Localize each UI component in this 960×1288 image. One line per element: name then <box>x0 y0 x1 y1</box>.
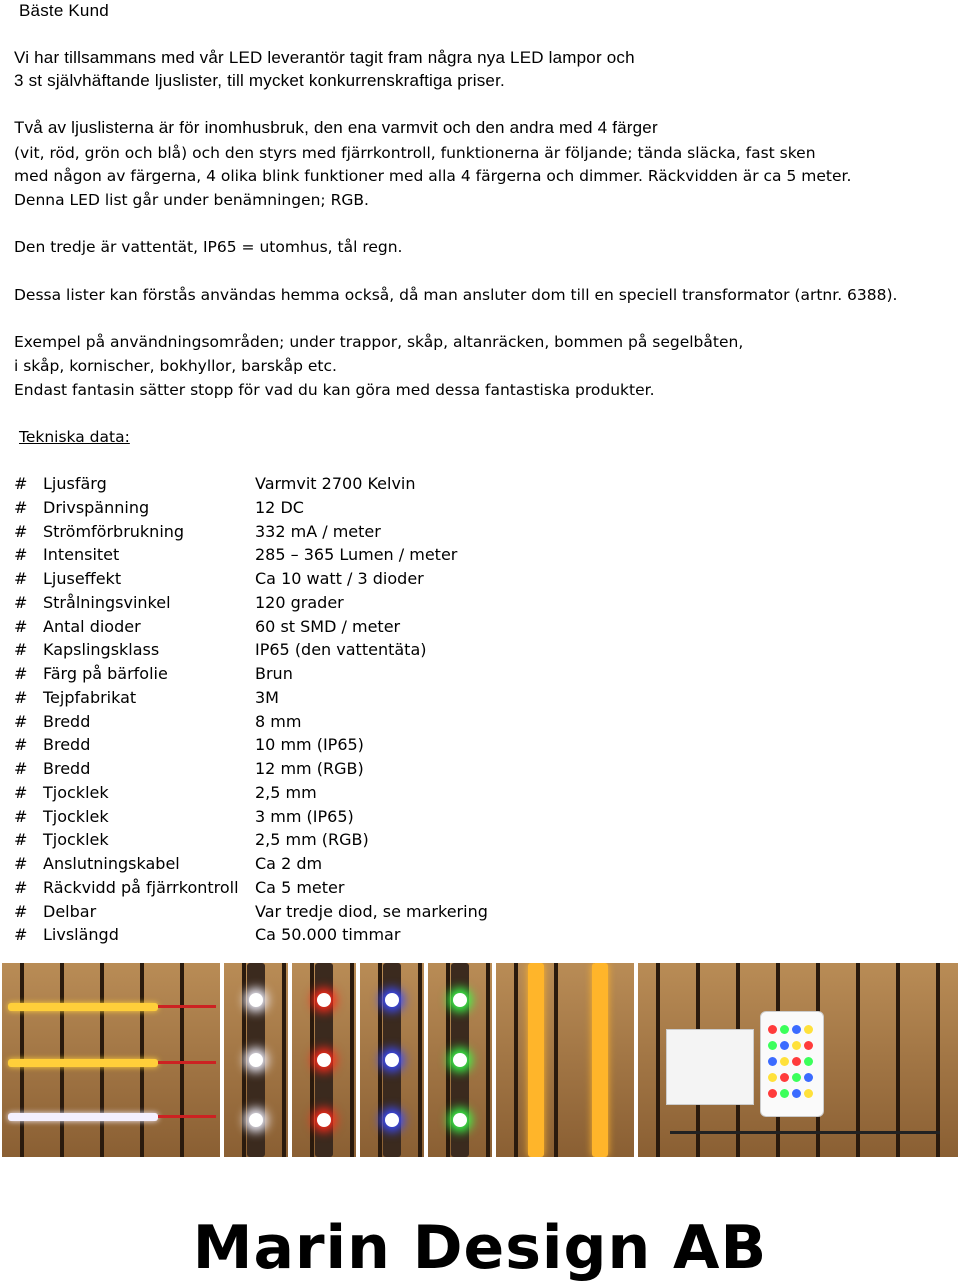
wire <box>158 1005 216 1008</box>
remote-button-icon <box>768 1025 777 1034</box>
spec-label: Drivspänning <box>43 497 150 517</box>
examples-line: i skåp, kornischer, bokhyllor, barskåp etc. <box>14 357 337 375</box>
description-line: (vit, röd, grön och blå) och den styrs med fjärrkontroll, funktionerna är följande; tända släcka, fast sken <box>14 144 816 162</box>
led-diode <box>249 993 263 1007</box>
spec-bullet: # <box>14 474 28 493</box>
spec-bullet: # <box>14 877 28 897</box>
intro-line: 3 st självhäftande ljuslister, till mycket konkurrenskraftiga priser. <box>14 71 505 90</box>
remote-button-icon <box>768 1089 777 1098</box>
spec-value: Ca 5 meter <box>255 877 345 897</box>
spec-value: 12 DC <box>255 497 304 517</box>
spec-row <box>14 733 488 757</box>
spec-row <box>14 805 488 829</box>
spec-value: 332 mA / meter <box>255 521 381 541</box>
spec-value: 2,5 mm (RGB) <box>255 830 369 850</box>
remote-button-icon <box>780 1089 789 1098</box>
led-strip <box>528 963 544 1157</box>
remote-button-icon <box>780 1073 789 1082</box>
remote-button-icon <box>768 1057 777 1066</box>
spec-value: 60 st SMD / meter <box>255 616 401 636</box>
spec-bullet: # <box>14 901 28 921</box>
spec-row <box>14 710 488 734</box>
remote-button-icon <box>768 1041 777 1050</box>
spec-label: Tjocklek <box>43 806 109 826</box>
spec-list <box>14 472 488 947</box>
spec-row <box>14 496 488 520</box>
remote-button-icon <box>780 1041 789 1050</box>
spec-label: Delbar <box>43 901 97 921</box>
spec-row <box>14 686 488 710</box>
spec-bullet: # <box>14 830 28 850</box>
spec-bullet: # <box>14 854 28 873</box>
led-diode <box>385 993 399 1007</box>
tech-data-heading: Tekniska data: <box>19 428 130 446</box>
photo-rgb-controller-and-remote <box>638 963 958 1157</box>
photo-rgb-strip-red <box>292 963 356 1157</box>
photo-rgb-strip-blue <box>360 963 424 1157</box>
spec-label: Bredd <box>43 735 91 755</box>
remote-button-icon <box>804 1025 813 1034</box>
spec-label: Antal dioder <box>43 616 141 636</box>
spec-row <box>14 543 488 567</box>
spec-bullet: # <box>14 925 28 945</box>
spec-value: 285 – 365 Lumen / meter <box>255 545 458 565</box>
photo-warm-white-strips <box>496 963 634 1157</box>
photo-rgb-strip-green <box>428 963 492 1157</box>
spec-bullet: # <box>14 664 28 683</box>
led-diode <box>317 1113 331 1127</box>
waterproof-paragraph: Den tredje är vattentät, IP65 = utomhus, tål regn. <box>14 238 403 256</box>
remote-button-icon <box>792 1073 801 1082</box>
wire <box>158 1115 216 1118</box>
examples-line: Endast fantasin sätter stopp för vad du kan göra med dessa fantastiska produkter. <box>14 381 655 399</box>
wire <box>158 1061 216 1064</box>
spec-label: Tjocklek <box>43 830 109 850</box>
spec-row <box>14 781 488 805</box>
spec-label: Ljuseffekt <box>43 569 122 588</box>
spec-bullet: # <box>14 497 28 517</box>
description-line: Denna LED list går under benämningen; RGB. <box>14 191 369 209</box>
spec-row <box>14 591 488 615</box>
spec-value: 8 mm <box>255 711 302 731</box>
spec-bullet: # <box>14 592 28 612</box>
spec-value: Brun <box>255 664 293 683</box>
remote-button-icon <box>780 1057 789 1066</box>
photo-three-led-strips <box>2 963 220 1157</box>
spec-label: Färg på bärfolie <box>43 664 168 683</box>
spec-label: Kapslingsklass <box>43 640 160 660</box>
spec-bullet: # <box>14 759 28 778</box>
spec-row <box>14 923 488 947</box>
remote-button-icon <box>804 1041 813 1050</box>
spec-label: Tejpfabrikat <box>43 687 137 707</box>
letter-greeting: Bäste Kund <box>19 1 109 20</box>
controller-box <box>666 1029 754 1105</box>
spec-row <box>14 567 488 591</box>
spec-value: Ca 50.000 timmar <box>255 925 401 945</box>
product-photo-strip <box>2 963 958 1157</box>
spec-value: Varmvit 2700 Kelvin <box>255 474 416 493</box>
spec-row <box>14 900 488 924</box>
spec-row <box>14 852 488 876</box>
spec-bullet: # <box>14 521 28 541</box>
led-strip <box>8 1003 158 1011</box>
spec-bullet: # <box>14 545 28 565</box>
cable <box>670 1131 940 1134</box>
spec-bullet: # <box>14 569 28 588</box>
spec-value: Ca 2 dm <box>255 854 323 873</box>
spec-label: Intensitet <box>43 545 120 565</box>
spec-label: Bredd <box>43 759 91 778</box>
led-diode <box>317 1053 331 1067</box>
spec-bullet: # <box>14 711 28 731</box>
led-diode <box>453 993 467 1007</box>
home-use-paragraph: Dessa lister kan förstås användas hemma också, då man ansluter dom till en speciell transformator (artnr. 6388). <box>14 286 898 304</box>
spec-value: Var tredje diod, se markering <box>255 901 488 921</box>
led-diode <box>385 1053 399 1067</box>
led-diode <box>385 1113 399 1127</box>
spec-value: 10 mm (IP65) <box>255 735 364 755</box>
led-diode <box>453 1113 467 1127</box>
remote-button-icon <box>780 1025 789 1034</box>
spec-bullet: # <box>14 616 28 636</box>
spec-row <box>14 520 488 544</box>
spec-row <box>14 662 488 686</box>
spec-value: 3M <box>255 687 279 707</box>
spec-label: Strömförbrukning <box>43 521 185 541</box>
examples-line: Exempel på användningsområden; under trappor, skåp, altanräcken, bommen på segelbåten, <box>14 333 744 351</box>
remote-button-icon <box>792 1041 801 1050</box>
spec-row <box>14 638 488 662</box>
remote-button-icon <box>804 1089 813 1098</box>
led-strip <box>8 1059 158 1067</box>
spec-value: 120 grader <box>255 592 344 612</box>
spec-row <box>14 828 488 852</box>
spec-label: Strålningsvinkel <box>43 592 171 612</box>
spec-label: Tjocklek <box>43 782 109 802</box>
spec-label: Räckvidd på fjärrkontroll <box>43 877 239 897</box>
intro-line: Vi har tillsammans med vår LED leverantör tagit fram några nya LED lampor och <box>14 48 635 67</box>
remote-button-icon <box>804 1073 813 1082</box>
spec-row <box>14 757 488 781</box>
remote-button-icon <box>792 1089 801 1098</box>
spec-bullet: # <box>14 782 28 802</box>
remote-button-icon <box>804 1057 813 1066</box>
spec-row <box>14 615 488 639</box>
spec-bullet: # <box>14 806 28 826</box>
led-diode <box>453 1053 467 1067</box>
spec-label: Anslutningskabel <box>43 854 180 873</box>
company-logo: Marin Design AB <box>192 1213 768 1283</box>
led-diode <box>317 993 331 1007</box>
spec-bullet: # <box>14 687 28 707</box>
spec-value: Ca 10 watt / 3 dioder <box>255 569 424 588</box>
remote-button-icon <box>792 1025 801 1034</box>
remote-button-icon <box>792 1057 801 1066</box>
led-diode <box>249 1113 263 1127</box>
remote-button-icon <box>768 1073 777 1082</box>
spec-bullet: # <box>14 735 28 755</box>
description-line: med någon av färgerna, 4 olika blink funktioner med alla 4 färgerna och dimmer. Räckvidden är ca 5 meter. <box>14 167 852 185</box>
spec-bullet: # <box>14 640 28 660</box>
led-diode <box>249 1053 263 1067</box>
spec-row <box>14 472 488 496</box>
spec-label: Livslängd <box>43 925 119 945</box>
led-strip <box>8 1113 158 1121</box>
spec-value: 12 mm (RGB) <box>255 759 364 778</box>
spec-value: IP65 (den vattentäta) <box>255 640 427 660</box>
spec-value: 2,5 mm <box>255 782 317 802</box>
spec-value: 3 mm (IP65) <box>255 806 354 826</box>
spec-label: Ljusfärg <box>43 474 107 493</box>
spec-label: Bredd <box>43 711 91 731</box>
description-line: Två av ljuslisterna är för inomhusbruk, den ena varmvit och den andra med 4 färger <box>14 118 658 137</box>
photo-rgb-strip-white <box>224 963 288 1157</box>
spec-row <box>14 876 488 900</box>
led-strip <box>592 963 608 1157</box>
